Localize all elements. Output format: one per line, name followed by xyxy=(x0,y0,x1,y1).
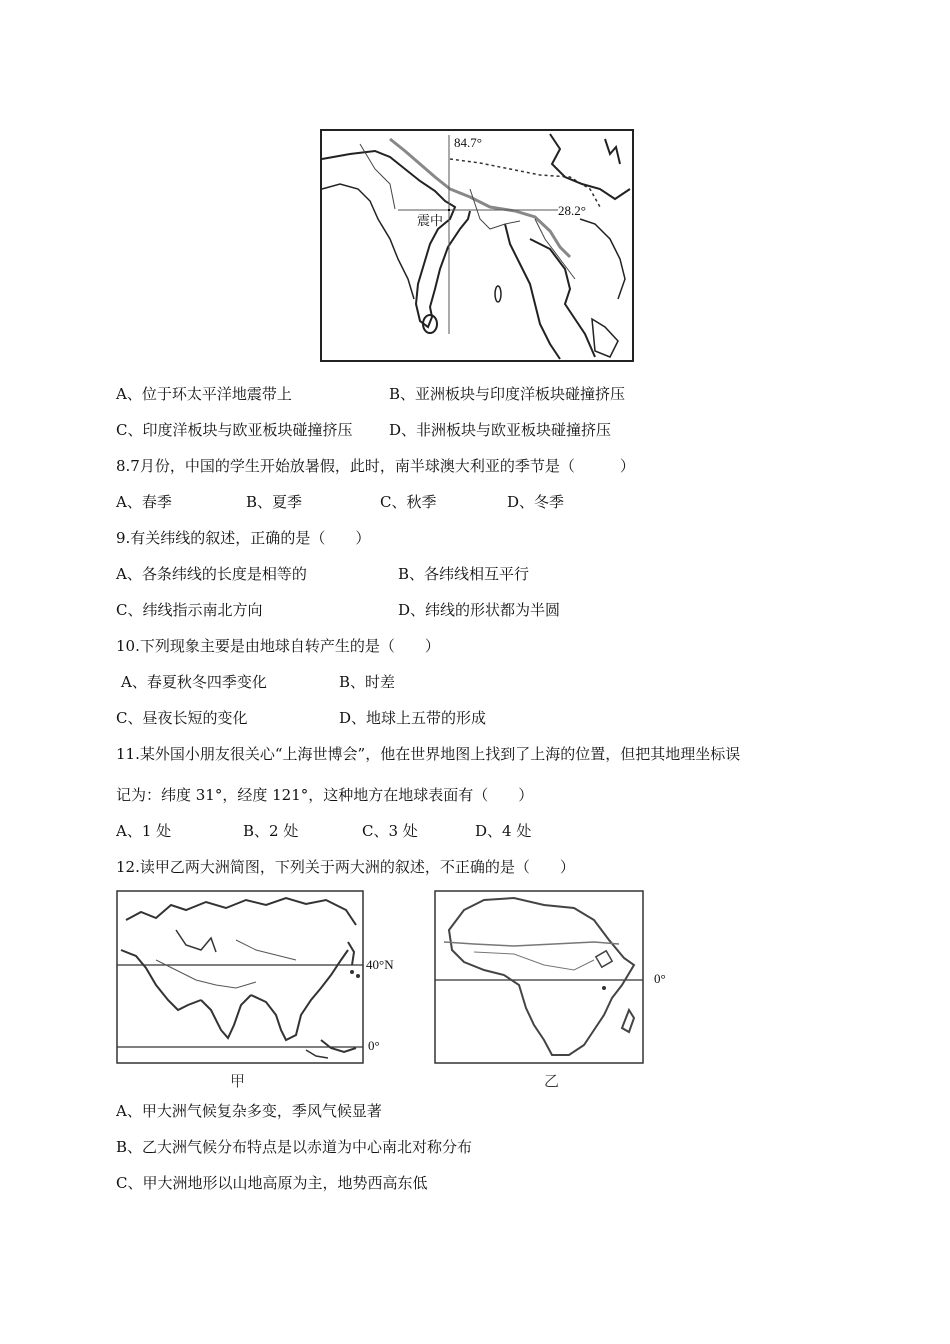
epicenter-label: 震中 xyxy=(417,213,444,228)
earthquake-map xyxy=(320,129,634,362)
q10-option-b: B、时差 xyxy=(339,673,396,691)
q11-option-c: C、3 处 xyxy=(362,822,418,840)
q9-option-d: D、纬线的形状都为半圆 xyxy=(398,601,561,619)
q12-option-b: B、乙大洲气候分布特点是以赤道为中心南北对称分布 xyxy=(116,1138,473,1156)
q11-option-b: B、2 处 xyxy=(243,822,299,840)
q7-option-b: B、亚洲板块与印度洋板块碰撞挤压 xyxy=(389,385,626,403)
q9-option-b: B、各纬线相互平行 xyxy=(398,565,530,583)
yi-lat-0-label: 0° xyxy=(654,971,666,986)
q8-option-d: D、冬季 xyxy=(507,493,565,511)
yi-caption: 乙 xyxy=(544,1074,560,1090)
q10-option-a: A、春夏秋冬四季变化 xyxy=(121,673,267,691)
q8-option-c: C、秋季 xyxy=(380,493,437,511)
q11-option-a: A、1 处 xyxy=(116,822,172,840)
q7-option-d: D、非洲板块与欧亚板块碰撞挤压 xyxy=(389,421,612,439)
q9-option-a: A、各条纬线的长度是相等的 xyxy=(116,565,307,583)
q8-option-a: A、春季 xyxy=(116,493,172,511)
q12-option-c: C、甲大洲地形以山地高原为主，地势西高东低 xyxy=(116,1174,428,1192)
q7-option-a: A、位于环太平洋地震带上 xyxy=(116,385,292,403)
latitude-label: 28.2° xyxy=(558,203,586,218)
q8-option-b: B、夏季 xyxy=(246,493,303,511)
q11-stem-line1: 11.某外国小朋友很关心“上海世博会”，他在世界地图上找到了上海的位置，但把其地理坐标误 xyxy=(116,745,741,763)
q10-option-c: C、昼夜长短的变化 xyxy=(116,709,248,727)
map-yi-africa xyxy=(434,890,684,1090)
q11-stem-line2: 记为：纬度 31°，经度 121°，这种地方在地球表面有（ ） xyxy=(116,786,534,804)
q12-option-a: A、甲大洲气候复杂多变，季风气候显著 xyxy=(116,1102,382,1120)
jia-lat-40n-label: 40°N xyxy=(366,957,394,972)
q8-stem: 8.7月份，中国的学生开始放暑假，此时，南半球澳大利亚的季节是（ ） xyxy=(116,457,635,475)
map-jia-asia xyxy=(116,890,406,1090)
q12-stem: 12.读甲乙两大洲简图，下列关于两大洲的叙述，不正确的是（ ） xyxy=(116,858,575,876)
jia-caption: 甲 xyxy=(230,1074,246,1090)
longitude-label: 84.7° xyxy=(454,135,482,150)
q10-option-d: D、地球上五带的形成 xyxy=(339,709,487,727)
q9-option-c: C、纬线指示南北方向 xyxy=(116,601,263,619)
q11-option-d: D、4 处 xyxy=(475,822,532,840)
jia-lat-0-label: 0° xyxy=(368,1038,380,1053)
q10-stem: 10.下列现象主要是由地球自转产生的是（ ） xyxy=(116,637,440,655)
q9-stem: 9.有关纬线的叙述，正确的是（ ） xyxy=(116,529,371,547)
q7-option-c: C、印度洋板块与欧亚板块碰撞挤压 xyxy=(116,421,353,439)
